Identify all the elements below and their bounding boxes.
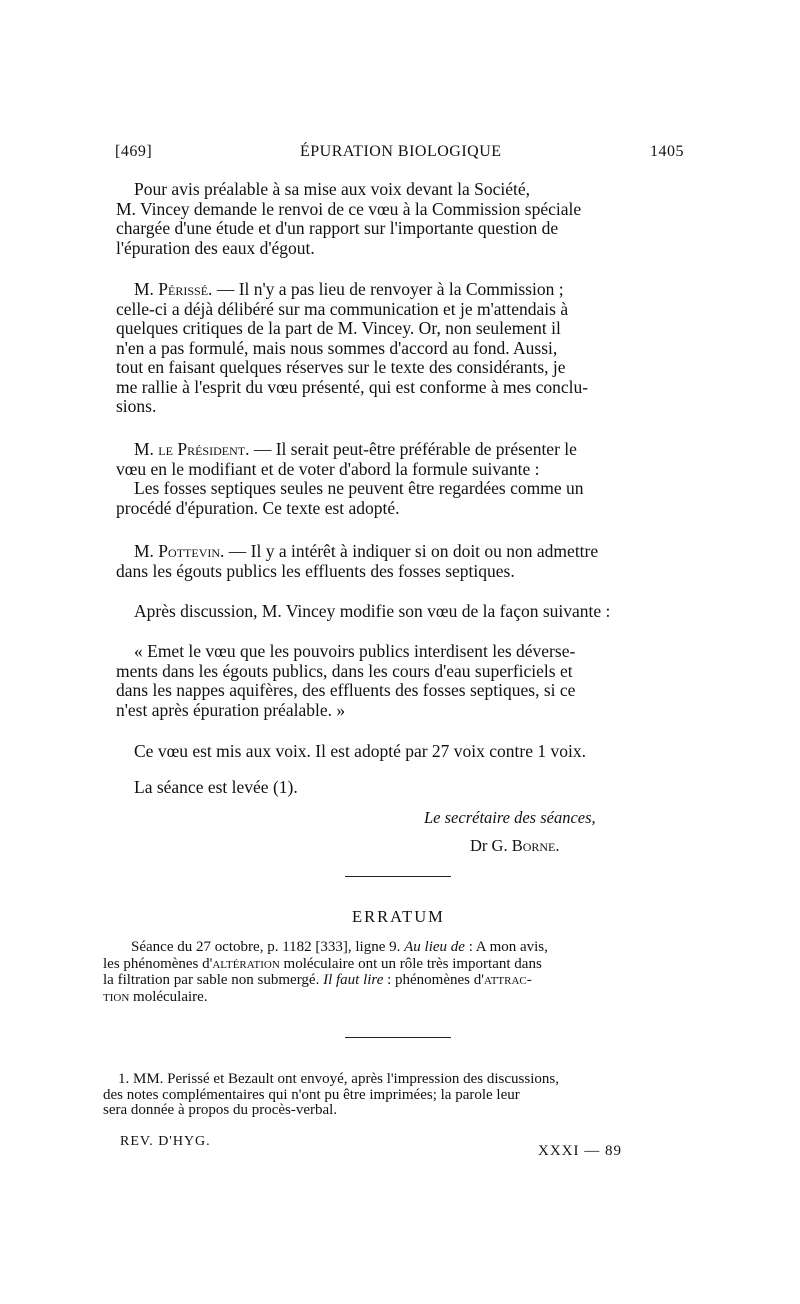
text-line: La séance est levée (1). xyxy=(134,777,298,797)
text-line: Après discussion, M. Vincey modifie son vœu de la façon suivante : xyxy=(134,601,611,621)
text-line: me rallie à l'esprit du vœu présenté, qui est conforme à mes conclu- xyxy=(116,376,589,397)
text-fragment: Au lieu de xyxy=(404,939,465,955)
text-line: dans les nappes aquifères, des effluents des fosses septiques, si ce xyxy=(116,680,576,700)
erratum-text xyxy=(103,939,688,1005)
text-line xyxy=(103,939,688,956)
text-line: Ce vœu est mis aux voix. Il est adopté par 27 voix contre 1 voix. xyxy=(134,741,587,761)
speaker-name: M. Périssé. xyxy=(134,279,213,299)
text-fragment: attrac- xyxy=(483,972,532,988)
text-line: sions. xyxy=(116,396,157,416)
signature-name xyxy=(470,836,560,856)
paragraph-pottevin xyxy=(116,542,686,581)
text-line: M. Vincey demande le renvoi de ce vœu à la Commission spéciale xyxy=(116,198,582,219)
paragraph-president xyxy=(116,440,686,518)
text-line: vœu en le modifiant et de voter d'abord la formule suivante : xyxy=(116,458,540,479)
text-line: des notes complémentaires qui n'ont pu être imprimées; la parole leur xyxy=(103,1086,520,1103)
erratum-title: ERRATUM xyxy=(352,907,445,926)
text-line: 1. MM. Perissé et Bezault ont envoyé, après l'impression des discussions, xyxy=(118,1071,559,1087)
text-line: procédé d'épuration. Ce texte est adopté. xyxy=(116,497,400,518)
text-line: sera donnée à propos du procès-verbal. xyxy=(103,1102,338,1118)
speaker-name: M. Pottevin. xyxy=(134,541,225,561)
signature-surname: Borne. xyxy=(511,836,560,855)
text-fragment: : phénomènes d' xyxy=(383,972,484,988)
text-fragment: Séance du 27 octobre, p. 1182 [333], ligne 9. xyxy=(131,939,405,955)
paragraph-closing xyxy=(116,778,686,798)
paragraph-discussion xyxy=(116,602,686,622)
text-fragment: moléculaire. xyxy=(129,988,208,1005)
text-line: Pour avis préalable à sa mise aux voix devant la Société, xyxy=(134,179,531,199)
text-line: « Emet le vœu que les pouvoirs publics interdisent les déverse- xyxy=(134,641,576,661)
signature-role: Le secrétaire des séances, xyxy=(424,808,596,827)
text-line: Les fosses septiques seules ne peuvent être regardées comme un xyxy=(134,478,584,498)
text-line xyxy=(116,542,686,562)
footnote xyxy=(103,1072,688,1119)
text-line xyxy=(103,989,688,1006)
text-line xyxy=(116,280,686,300)
text-line: quelques critiques de la part de M. Vincey. Or, non seulement il xyxy=(116,318,561,338)
text-line: celle-ci a déjà délibéré sur ma communication et je m'attendais à xyxy=(116,298,569,319)
paragraph-perisse xyxy=(116,280,686,417)
text-fragment: altération xyxy=(212,955,280,972)
running-title: ÉPURATION BIOLOGIQUE xyxy=(300,143,502,160)
section-divider xyxy=(345,1037,451,1038)
paragraph-voeu-text xyxy=(116,642,686,720)
page-number: 1405 xyxy=(650,143,684,160)
text-line: n'en a pas formulé, mais nous sommes d'accord au fond. Aussi, xyxy=(116,337,558,358)
text-line: n'est après épuration préalable. » xyxy=(116,699,346,720)
text-fragment: : A mon avis, xyxy=(464,939,548,955)
text-fragment: — Il serait peut-être préférable de présenter le xyxy=(249,439,577,459)
text-fragment: la filtration par sable non submergé. xyxy=(103,972,324,988)
text-fragment: moléculaire ont un rôle très important dans xyxy=(279,955,542,972)
text-fragment: les phénomènes d' xyxy=(103,955,213,972)
text-line xyxy=(116,440,686,460)
text-line: tout en faisant quelques réserves sur le texte des considérants, je xyxy=(116,357,566,377)
paragraph-vincey-request xyxy=(116,180,686,258)
text-fragment: tion xyxy=(103,988,130,1005)
text-fragment: Il faut lire xyxy=(323,972,384,988)
text-fragment: — Il n'y a pas lieu de renvoyer à la Commission ; xyxy=(212,279,564,299)
text-line: chargée d'une étude et d'un rapport sur l'importante question de xyxy=(116,218,559,238)
header-page-ref: [469] xyxy=(115,143,153,160)
text-line: ments dans les égouts publics, dans les cours d'eau superficiels et xyxy=(116,660,573,681)
section-divider xyxy=(345,876,451,877)
text-line xyxy=(103,972,688,989)
signature-prefix: Dr G. xyxy=(470,836,512,855)
text-line xyxy=(103,956,688,973)
text-fragment: — Il y a intérêt à indiquer si on doit ou non admettre xyxy=(224,541,599,561)
paragraph-vote xyxy=(116,742,686,762)
text-line: l'épuration des eaux d'égout. xyxy=(116,237,315,258)
speaker-name: M. le Président. xyxy=(134,439,250,459)
footer-signature-mark: XXXI — 89 xyxy=(538,1143,622,1159)
footer-journal: REV. D'HYG. xyxy=(120,1134,211,1149)
text-line: dans les égouts publics les effluents des fosses septiques. xyxy=(116,560,515,581)
